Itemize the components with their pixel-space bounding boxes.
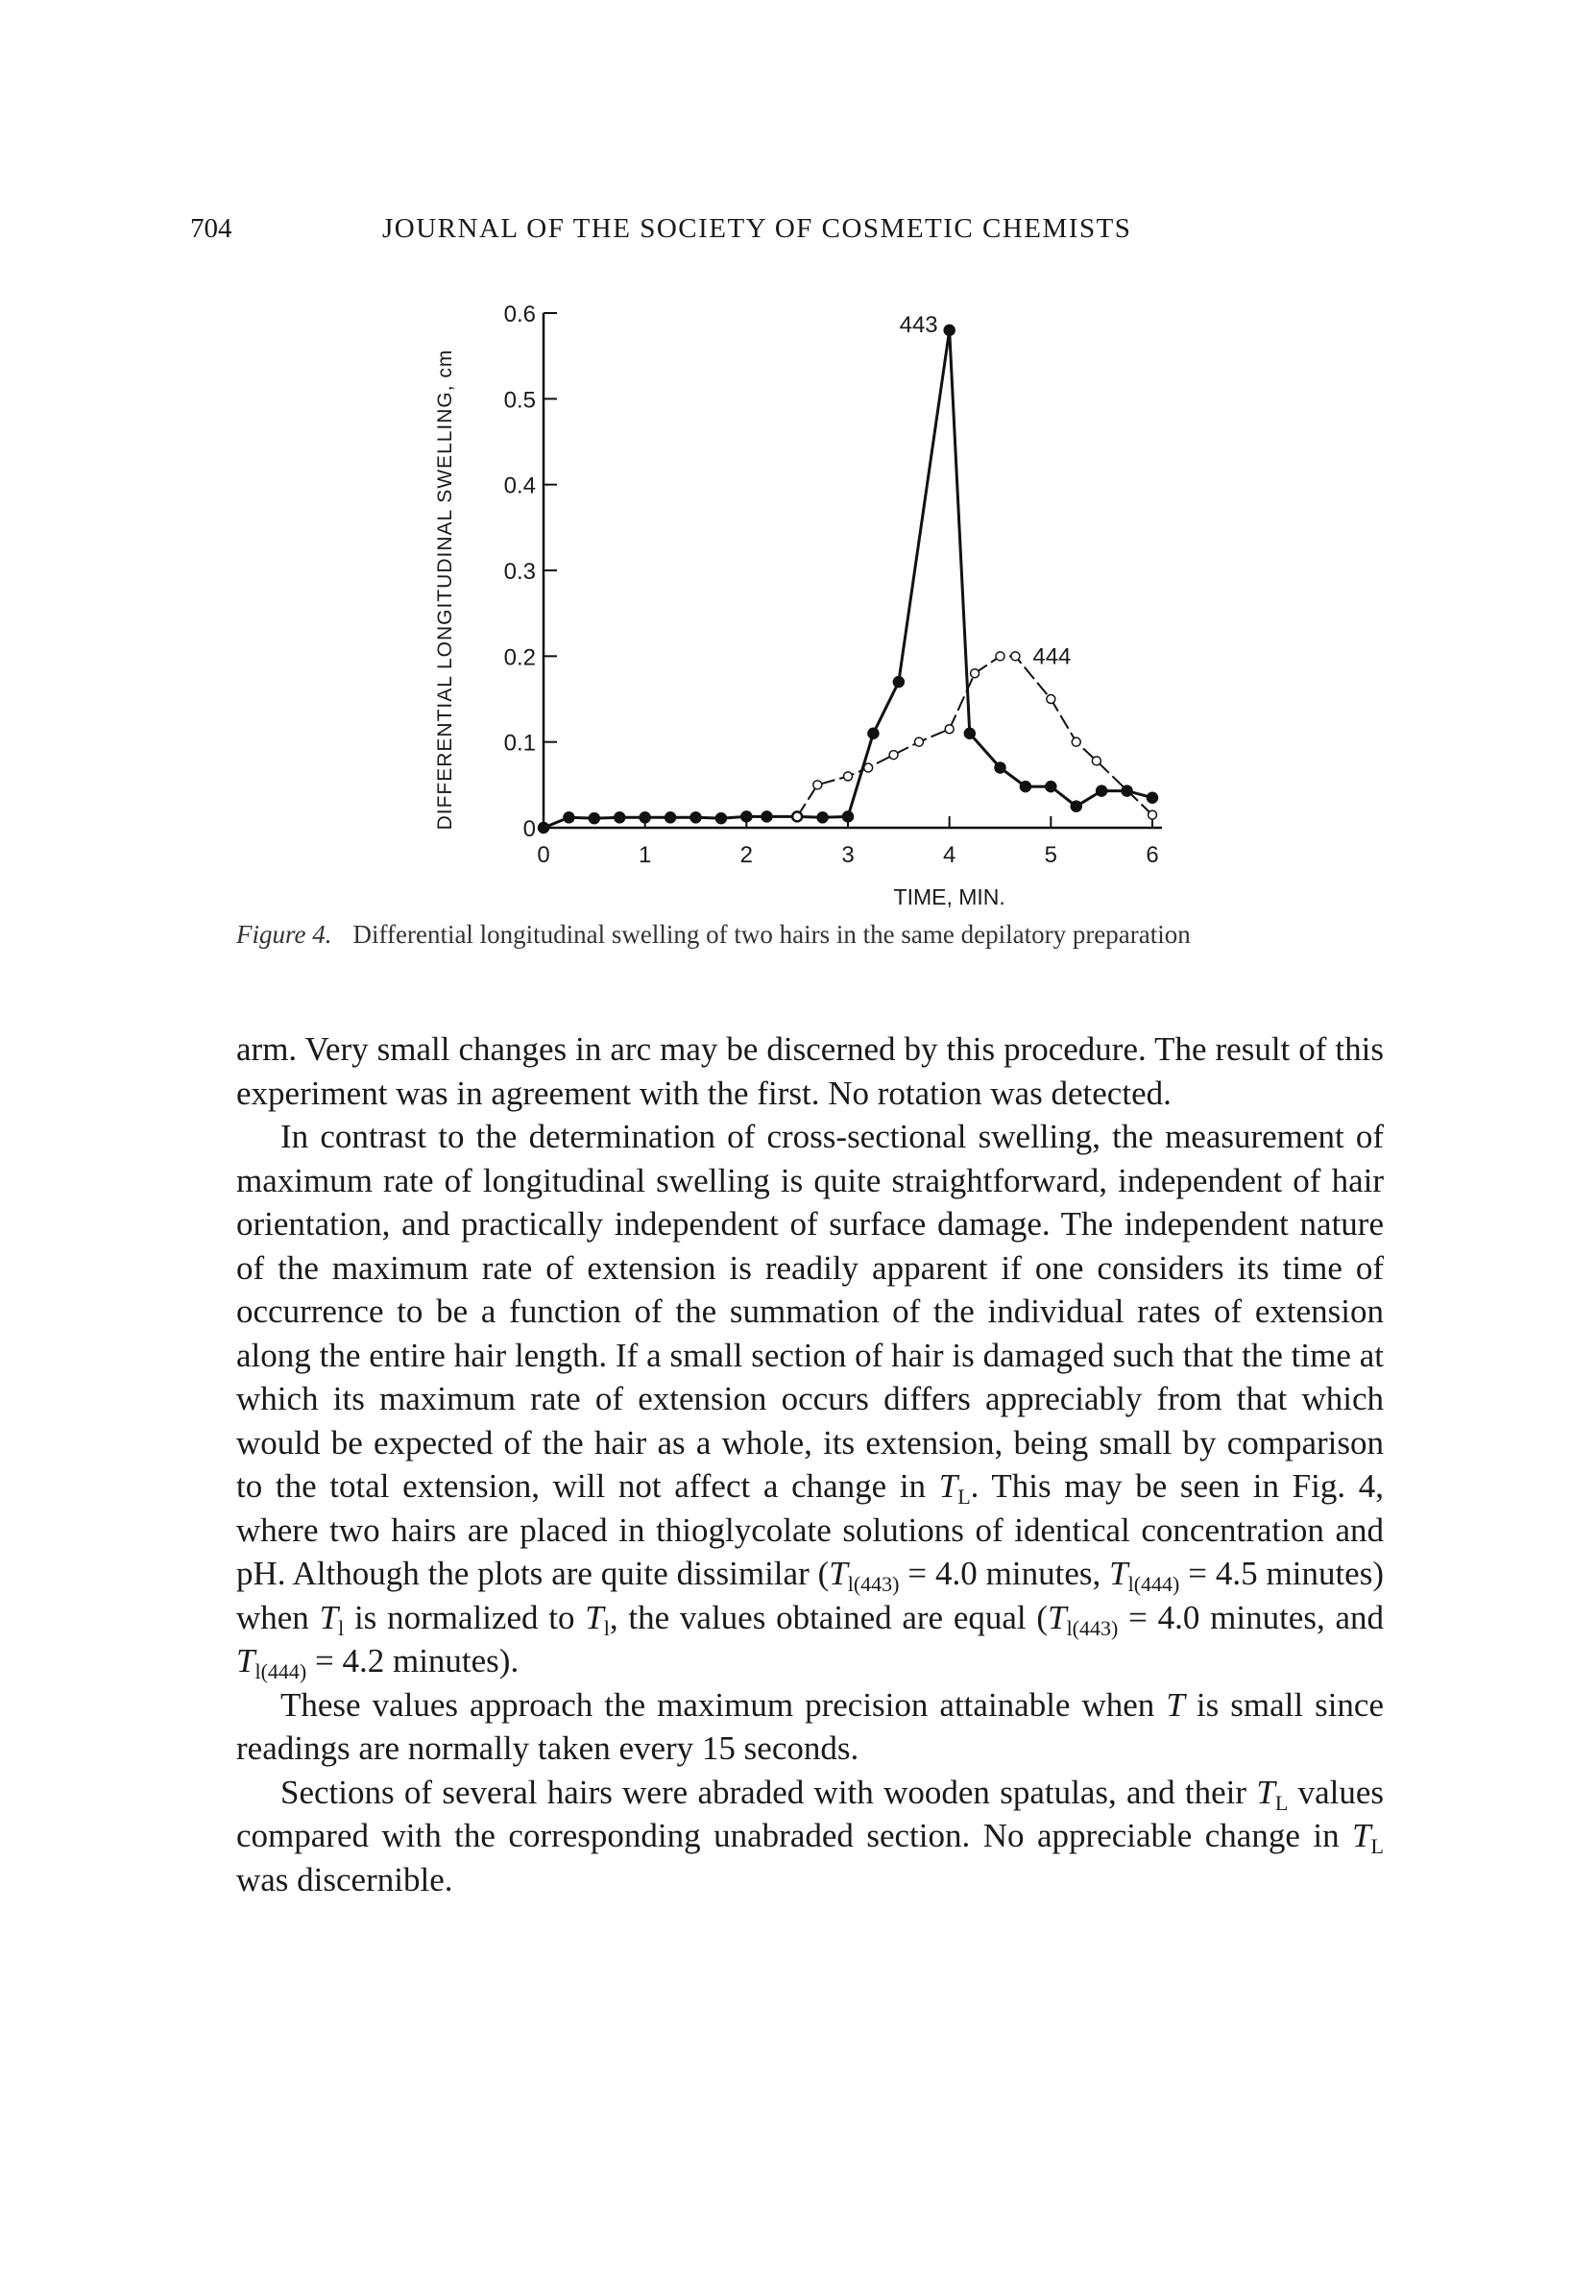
data-point-444 bbox=[889, 751, 898, 760]
data-point-444 bbox=[793, 812, 802, 821]
data-point-444 bbox=[844, 772, 853, 781]
text-run: Sections of several hairs were abraded with wooden spatulas, and their bbox=[280, 1773, 1257, 1811]
text-run: T bbox=[1166, 1685, 1185, 1724]
x-axis-label: TIME, MIN. bbox=[893, 884, 1005, 909]
data-point-443 bbox=[995, 762, 1005, 773]
data-point-443 bbox=[1071, 801, 1081, 811]
text-run: T bbox=[1048, 1598, 1067, 1636]
series-label-444: 444 bbox=[1032, 643, 1072, 670]
data-point-444 bbox=[1011, 652, 1020, 661]
y-axis-label: DIFFERENTIAL LONGITUDINAL SWELLING, cm bbox=[434, 349, 456, 831]
text-run: l bbox=[338, 1615, 345, 1640]
x-tick-label: 5 bbox=[1044, 842, 1058, 868]
data-point-443 bbox=[817, 812, 828, 823]
text-run: l bbox=[603, 1615, 610, 1640]
text-run: T bbox=[1352, 1817, 1371, 1854]
text-run: l(443) bbox=[1066, 1615, 1119, 1640]
x-tick-label: 0 bbox=[537, 842, 550, 868]
y-tick-label: 0.3 bbox=[503, 559, 536, 585]
x-tick-label: 3 bbox=[841, 842, 855, 868]
text-run: was discernible. bbox=[236, 1860, 453, 1898]
paragraph bbox=[236, 1683, 1384, 1771]
text-run: T bbox=[1256, 1773, 1275, 1811]
text-run: T bbox=[585, 1598, 604, 1636]
series-label-443: 443 bbox=[899, 311, 938, 338]
text-run: l(444) bbox=[254, 1659, 307, 1683]
caption-text: Differential longitudinal swelling of two hairs in the same depilatory preparation bbox=[352, 920, 1191, 949]
text-run: T bbox=[829, 1555, 848, 1592]
text-run: = 4.0 minutes, bbox=[899, 1555, 1110, 1592]
text-run: T bbox=[236, 1642, 255, 1680]
data-point-444 bbox=[914, 737, 923, 746]
text-run: = 4.0 minutes, and bbox=[1118, 1598, 1385, 1636]
data-point-444 bbox=[1047, 695, 1055, 704]
data-point-443 bbox=[1046, 782, 1056, 792]
text-run: These values approach the maximum precision attainable when bbox=[280, 1685, 1167, 1724]
text-run: L bbox=[957, 1485, 971, 1509]
y-tick-label: 0.6 bbox=[503, 302, 536, 327]
figure-caption bbox=[236, 920, 1384, 950]
paragraph bbox=[236, 1027, 1384, 1115]
text-run: , the values obtained are equal ( bbox=[609, 1598, 1049, 1636]
y-tick-label: 0.2 bbox=[503, 644, 536, 671]
data-point-444 bbox=[864, 763, 873, 772]
y-tick-label: 0.5 bbox=[503, 387, 536, 414]
text-run: l(443) bbox=[847, 1572, 900, 1596]
y-tick-label: 0.1 bbox=[503, 730, 536, 757]
data-point-443 bbox=[944, 325, 955, 335]
text-run: L bbox=[1370, 1834, 1384, 1858]
data-point-443 bbox=[640, 812, 650, 823]
data-point-444 bbox=[971, 669, 979, 678]
data-point-443 bbox=[615, 812, 625, 823]
x-tick-label: 2 bbox=[739, 842, 754, 868]
x-tick-label: 4 bbox=[942, 842, 956, 868]
paragraph bbox=[236, 1771, 1384, 1902]
text-run: l(444) bbox=[1127, 1572, 1180, 1596]
text-run: = 4.5 minutes) when bbox=[236, 1555, 1384, 1636]
data-point-443 bbox=[665, 812, 676, 823]
body-text bbox=[236, 1027, 1384, 1901]
text-run: T bbox=[938, 1467, 958, 1505]
data-point-443 bbox=[762, 811, 772, 822]
data-point-444 bbox=[1092, 757, 1100, 765]
text-run: L bbox=[1274, 1790, 1289, 1815]
y-tick-label: 0 bbox=[522, 816, 536, 842]
data-point-444 bbox=[1072, 737, 1080, 746]
data-point-443 bbox=[715, 813, 726, 824]
y-tick-label: 0.4 bbox=[503, 472, 536, 499]
data-point-444 bbox=[996, 652, 1004, 661]
text-run: In contrast to the determination of cross-sectional swelling, the measurement of maximum rate of longitudinal swelling is quite straightforward, independent of hair orientation, and practically independent of surface damage. The independent nature of the maximum rate of extension is readily apparent if one considers its time of occurrence to be a function of the summation of the individual rates of extension along the entire hair length. If a small section of hair is damaged such that the time at which its maximum rate of extension occurs differs appreciably from that which would be expected of the hair as a whole, its extension, being small by comparison to the total extension, will not affect a change in bbox=[236, 1118, 1384, 1505]
x-tick-label: 1 bbox=[638, 842, 652, 868]
text-run: is small since readings are normally taken every 15 seconds. bbox=[236, 1685, 1384, 1767]
text-run: = 4.2 minutes). bbox=[306, 1642, 520, 1680]
data-point-443 bbox=[741, 811, 752, 822]
data-point-444 bbox=[1149, 810, 1157, 819]
page-number: 704 bbox=[190, 213, 232, 244]
x-tick-label: 6 bbox=[1146, 842, 1159, 868]
data-point-443 bbox=[843, 811, 854, 822]
data-point-443 bbox=[868, 728, 879, 738]
data-point-443 bbox=[1020, 782, 1030, 792]
series-line-443 bbox=[544, 330, 1152, 828]
data-point-443 bbox=[964, 728, 975, 738]
text-run: is normalized to bbox=[344, 1598, 586, 1636]
figure-4-chart bbox=[423, 278, 1191, 912]
data-point-443 bbox=[589, 813, 599, 824]
data-point-444 bbox=[945, 725, 954, 734]
data-point-443 bbox=[690, 812, 701, 823]
paragraph bbox=[236, 1115, 1384, 1683]
running-title: JOURNAL OF THE SOCIETY OF COSMETIC CHEMISTS bbox=[382, 213, 1132, 244]
data-point-443 bbox=[893, 677, 904, 688]
text-run: . This may be seen in Fig. 4, where two hairs are placed in thioglycolate solutions of identical concentration and pH. Although the plots are quite dissimilar ( bbox=[236, 1467, 1384, 1592]
data-point-443 bbox=[1097, 785, 1107, 796]
text-run: values compared with the corresponding unabraded section. No appreciable change in bbox=[236, 1773, 1384, 1854]
text-run: T bbox=[319, 1598, 339, 1636]
data-point-443 bbox=[539, 823, 549, 834]
text-run: T bbox=[1109, 1555, 1128, 1592]
data-point-443 bbox=[564, 812, 574, 823]
data-point-444 bbox=[813, 781, 822, 789]
text-run: arm. Very small changes in arc may be discerned by this procedure. The result of this experiment was in agreement with the first. No rotation was detected. bbox=[236, 1030, 1384, 1112]
caption-label: Figure 4. bbox=[236, 920, 332, 949]
data-point-443 bbox=[1148, 792, 1158, 803]
